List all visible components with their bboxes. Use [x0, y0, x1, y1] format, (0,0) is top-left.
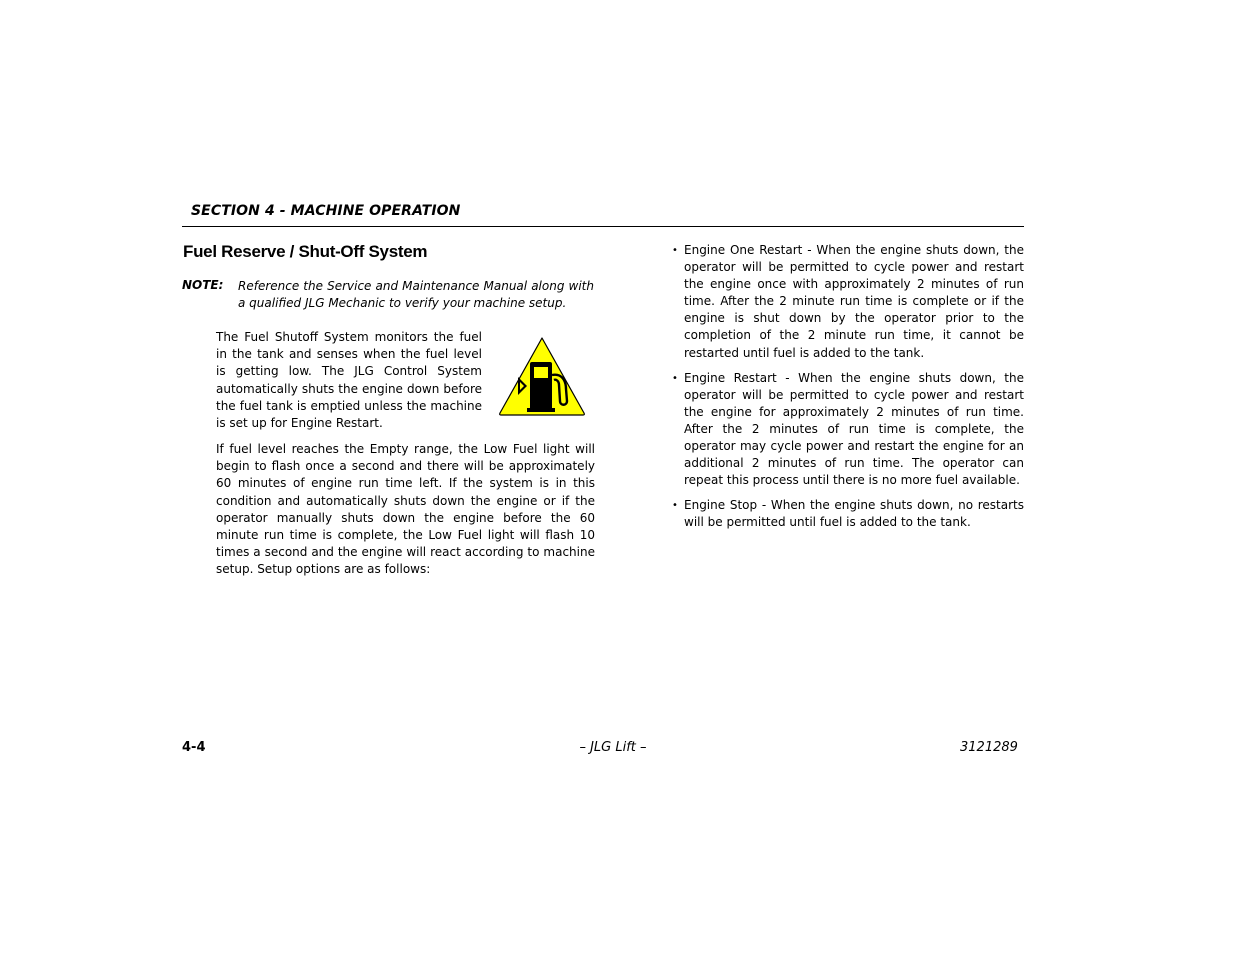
bullet-glyph: •: [672, 372, 678, 384]
list-item: [672, 370, 1024, 490]
intro-paragraph: The Fuel Shutoff System monitors the fuel in the tank and senses when the fuel level is getting low. The JLG Control System automatically shuts the engine down before the fuel tank is emptied unless the machine is set up for Engine Restart.: [216, 330, 482, 431]
list-item: [672, 497, 1024, 531]
setup-options-list: [672, 242, 1024, 540]
header-rule: [182, 226, 1024, 227]
note-text: Reference the Service and Maintenance Manual along with a qualified JLG Mechanic to verify your machine setup.: [238, 279, 594, 310]
empty-range-paragraph: If fuel level reaches the Empty range, the Low Fuel light will begin to flash once a second and there will be approximately 60 minutes of engine run time left. If the system is in this condition and automatically shuts down the engine or if the operator manually shuts down the engine before the 60 minute run time is complete, the Low Fuel light will flash 10 times a second and the engine will react according to machine setup. Setup options are as follows:: [216, 442, 595, 577]
bullet-glyph: •: [672, 500, 678, 512]
list-item-text: Engine Restart - When the engine shuts down, the operator will be permitted to cycle power and restart the engine for approximately 2 minutes of run time. After the 2 minutes of run time is complete, the operator may cycle power and restart the engine for an additional 2 minutes of run time. The operator can repeat this process until there is no more fuel available.: [684, 370, 1024, 488]
bullet-glyph: •: [672, 245, 678, 256]
page-number: 4-4: [182, 740, 206, 755]
list-item: [672, 242, 1024, 362]
page-title: Fuel Reserve / Shut-Off System: [183, 242, 428, 261]
list-item-text: Engine One Restart - When the engine shuts down, the operator will be permitted to cycle power and restart the engine once with approximately 2 minutes of run time. After the 2 minute run time is complete or if the engine is shut down by the operator prior to the completion of the 2 minute run time, it cannot be restarted until fuel is added to the tank.: [684, 243, 1024, 360]
footer-brand: – JLG Lift –: [579, 740, 647, 755]
section-header: SECTION 4 - MACHINE OPERATION: [191, 203, 461, 219]
list-item-text: Engine Stop - When the engine shuts down, no restarts will be permitted until fuel is added to the tank.: [684, 498, 1024, 530]
document-number: 3121289: [960, 740, 1018, 755]
note-label: NOTE:: [182, 278, 224, 292]
fuel-pump-warning-icon: [496, 335, 588, 417]
